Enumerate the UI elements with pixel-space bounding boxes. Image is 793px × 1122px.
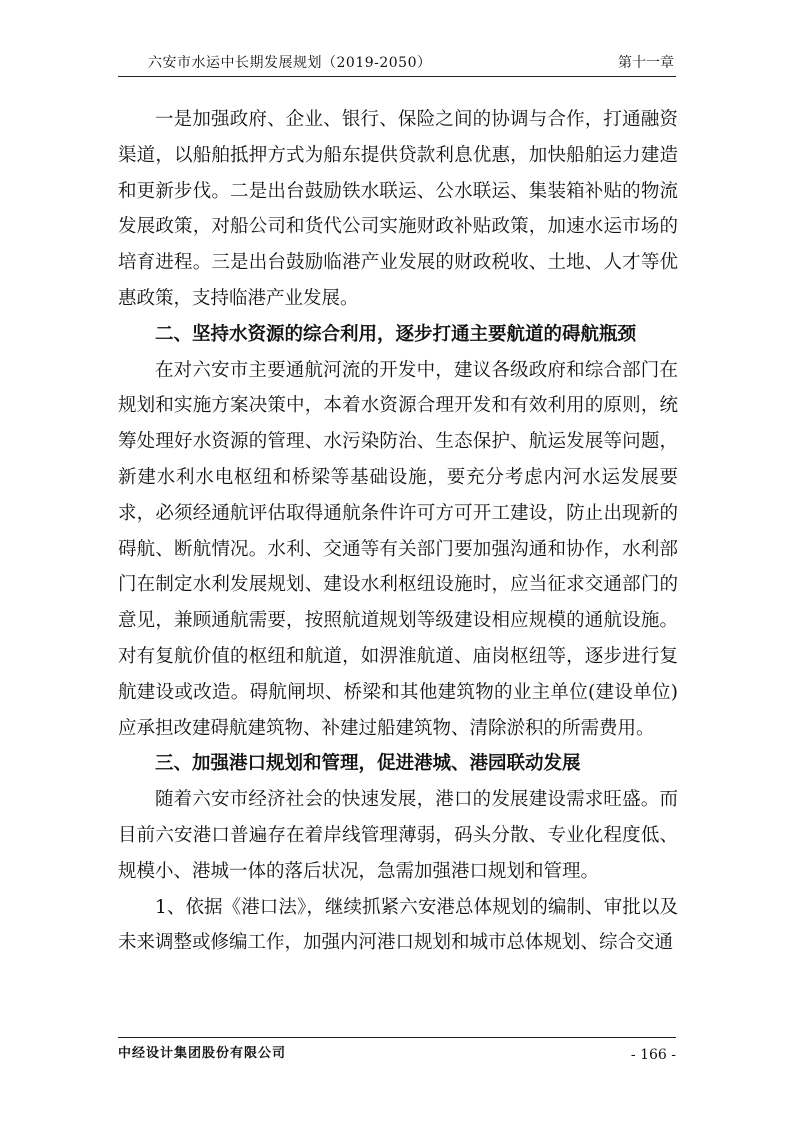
paragraph-policy-measures: 一是加强政府、企业、银行、保险之间的协调与合作，打通融资渠道，以船舶抵押方式为船东提供贷款利息优惠，加快船舶运力建造和更新步伐。二是出台鼓励铁水联运、公水联运、集装箱补贴的物流发展政策，对船公司和货代公司实施财政补贴政策，加速水运市场的培育进程。三是出台鼓励临港产业发展的财政税收、土地、人才等优惠政策，支持临港产业发展。 <box>118 109 678 309</box>
paragraph-port-status: 随着六安市经济社会的快速发展，港口的发展建设需求旺盛。而目前六安港口普遍存在着岸线管理薄弱，码头分散、专业化程度低、规模小、港城一体的落后状况，急需加强港口规划和管理。 <box>118 789 678 882</box>
page-number: - 166 - <box>630 1047 676 1063</box>
paragraph-water-resources: 在对六安市主要通航河流的开发中，建议各级政府和综合部门在规划和实施方案决策中，本着水资源合理开发和有效利用的原则，统筹处理好水资源的管理、水污染防治、生态保护、航运发展等问题，新建水利水电枢纽和桥梁等基础设施，要充分考虑内河水运发展要求，必须经通航评估取得通航条件许可方可开工建设，防止出现新的碍航、断航情况。水利、交通等有关部门要加强沟通和协作，水利部门在制定水利发展规划、建设水利枢纽设施时，应当征求交通部门的意见，兼顾通航需要，按照航道规划等级建设相应规模的通航设施。对有复航价值的枢纽和航道，如淠淮航道、庙岗枢纽等，逐步进行复航建设或改造。碍航闸坝、桥梁和其他建筑物的业主单位(建设单位)应承担改建碍航建筑物、补建过船建筑物、清除淤积的所需费用。 <box>118 359 678 739</box>
paragraph-port-law: 1、依据《港口法》，继续抓紧六安港总体规划的编制、审批以及未来调整或修编工作，加强内河港口规划和城市总体规划、综合交通 <box>118 896 678 954</box>
section-heading-port-planning: 三、加强港口规划和管理，促进港城、港园联动发展 <box>155 753 581 775</box>
header-divider <box>118 76 676 77</box>
footer-company-name: 中经设计集团股份有限公司 <box>118 1046 287 1061</box>
header-title: 六安市水运中长期发展规划（2019-2050） <box>148 55 432 71</box>
document-body <box>118 102 678 961</box>
page-header <box>118 52 676 74</box>
header-chapter: 第十一章 <box>618 55 674 71</box>
footer-divider <box>118 1037 676 1038</box>
section-heading-water-resources: 二、坚持水资源的综合利用，逐步打通主要航道的碍航瓶颈 <box>155 323 637 345</box>
